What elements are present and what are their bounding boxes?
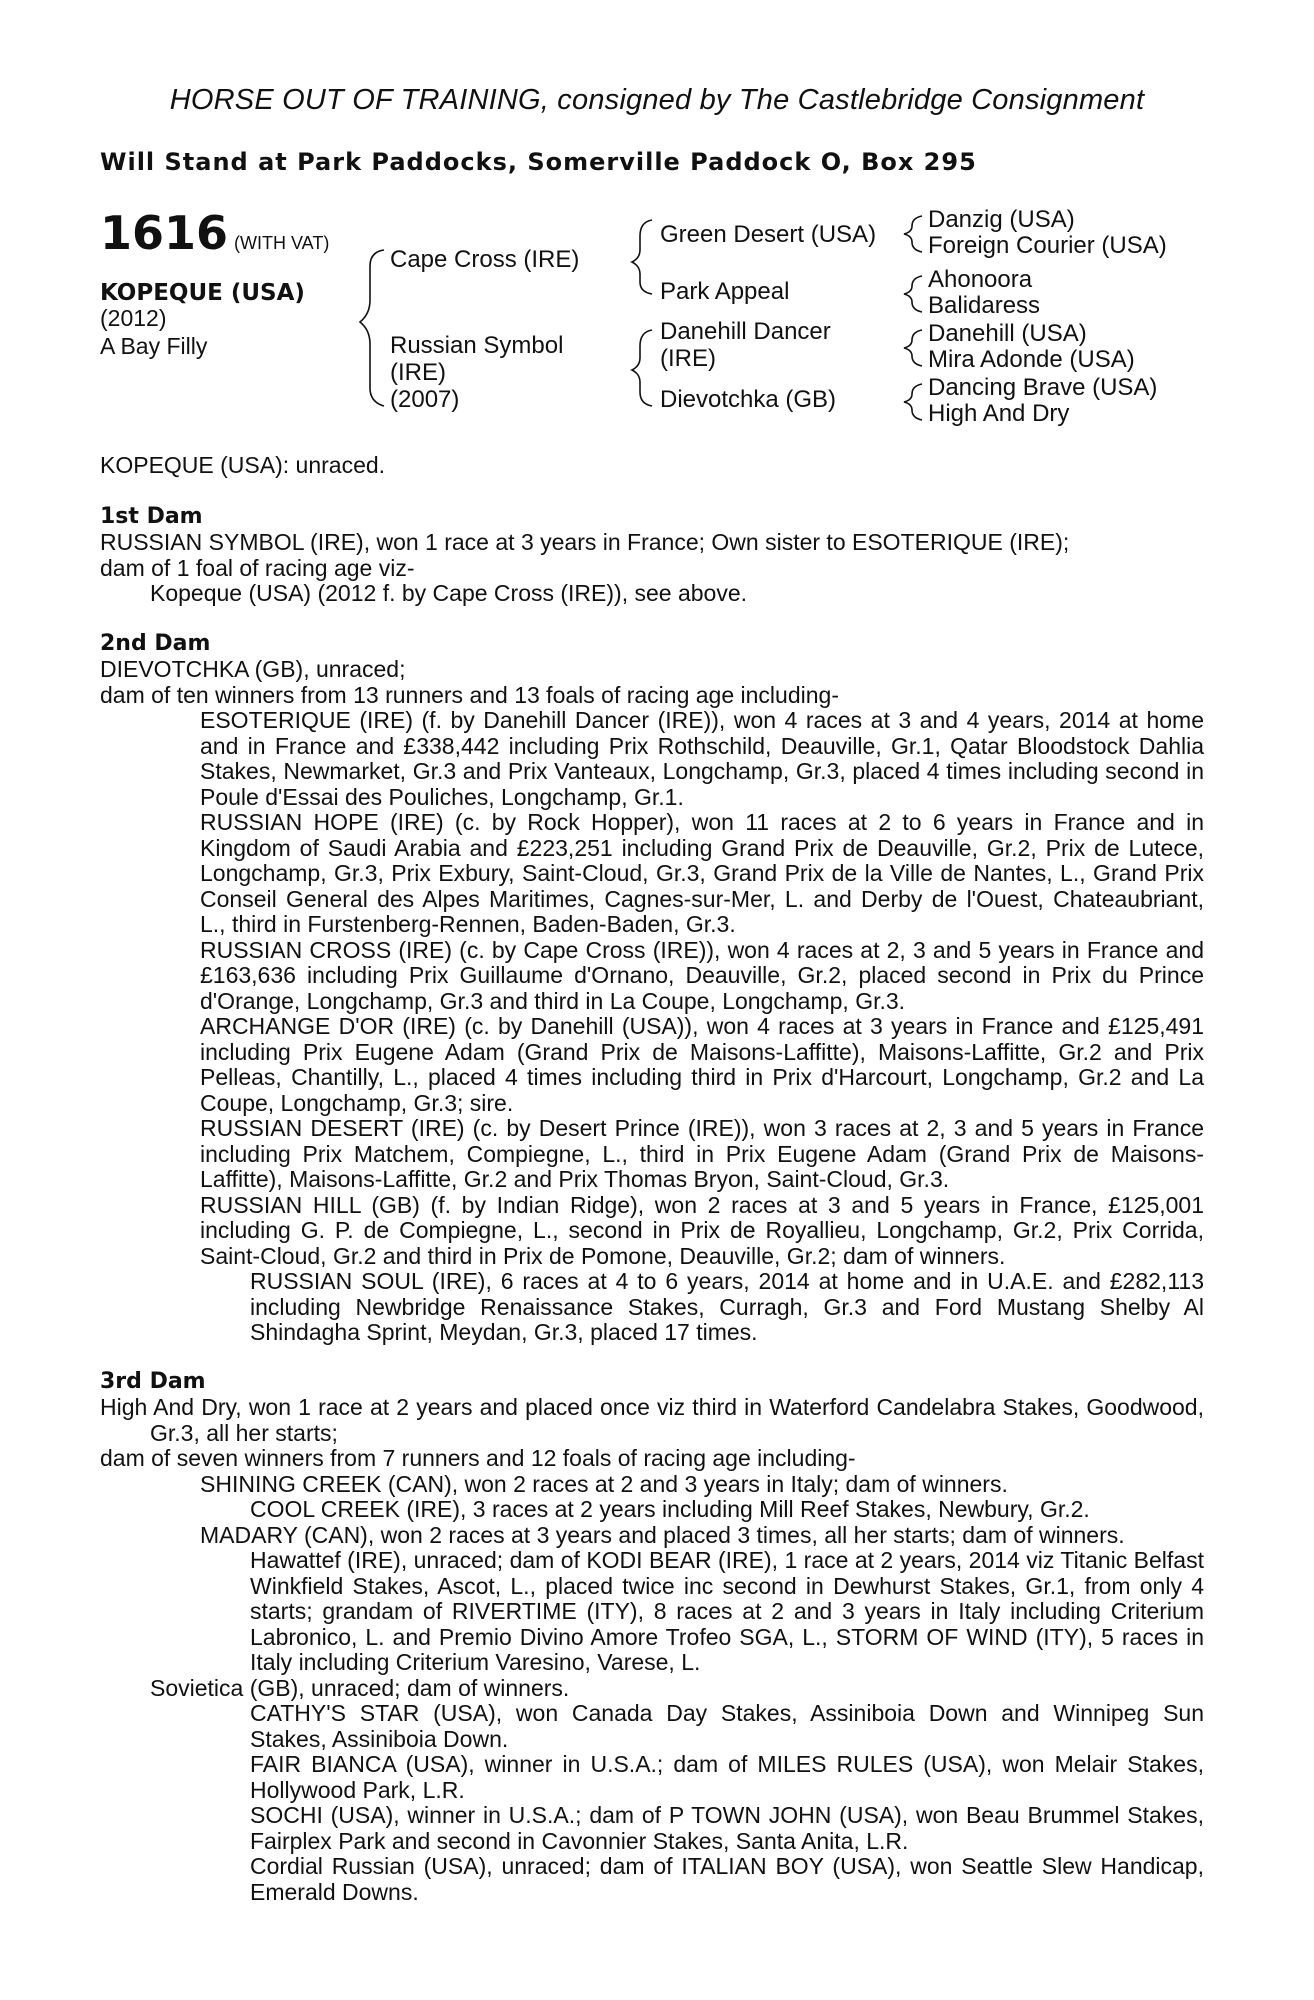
- pedigree-sire: Cape Cross (IRE): [390, 246, 580, 273]
- gen2-sire-bracket: [632, 220, 652, 294]
- gen1-bracket: [360, 250, 384, 406]
- gen2-dam-bracket: [632, 330, 652, 406]
- first-dam-line-text: RUSSIAN SYMBOL (IRE), won 1 race at 3 years in France; Own sister to ESOTERIQUE (IRE);: [100, 529, 1070, 555]
- third-dam-heading: 3rd Dam: [100, 1369, 206, 1394]
- second-dam-intro: DIEVOTCHKA (GB), unraced;: [100, 656, 406, 682]
- progeny-entry: RUSSIAN HOPE (IRE) (c. by Rock Hopper), won 11 races at 2 to 6 years in France and in Kingdom of Saudi Arabia and £223,251 including Grand Prix de Deauville, Gr.2, Prix de Lutece, Longchamp, Gr.3, Prix Exbury, Saint-Cloud, Gr.3, Grand Prix de la Ville de Nantes, L., Grand Prix Conseil General des Alpes Maritimes, Cagnes-sur-Mer, L. and Derby de l'Ouest, Chateaubriant, L., third in Furstenberg-Rennen, Baden-Baden, Gr.3.: [200, 809, 1204, 937]
- progeny-entry: RUSSIAN HILL (GB) (f. by Indian Ridge), won 2 races at 3 and 5 years in France, £125,001 including G. P. de Compiegne, L., second in Prix de Royallieu, Longchamp, Gr.2, Prix Corrida, Saint-Cloud, Gr.2 and third in Prix de Pomone, Deauville, Gr.2; dam of winners.: [200, 1191, 1204, 1269]
- third-dam-intro: dam of seven winners from 7 runners and 12 foals of racing age including-: [100, 1445, 856, 1471]
- progeny-entry: RUSSIAN DESERT (IRE) (c. by Desert Prince (IRE)), won 3 races at 2, 3 and 5 years in France including Prix Matchem, Compiegne, L., third in Prix Eugene Adam (Grand Prix de Maisons-Laffitte), Maisons-Laffitte, Gr.2 and Prix Thomas Bryon, Saint-Cloud, Gr.3.: [200, 1115, 1204, 1192]
- pedigree-dam-dam: Dievotchka (GB): [660, 386, 837, 413]
- pedigree-sire-dam: Park Appeal: [660, 278, 790, 305]
- second-dam-section: [100, 657, 1204, 1346]
- gen3-bracket-1: [904, 216, 922, 252]
- pedigree-sire-sire: Green Desert (USA): [660, 221, 877, 248]
- grand-progeny-entry: COOL CREEK (IRE), 3 races at 2 years including Mill Reef Stakes, Newbury, Gr.2.: [250, 1496, 1090, 1522]
- horse-description: A Bay Filly: [100, 333, 208, 359]
- second-dam-intro: dam of ten winners from 13 runners and 13 foals of racing age including-: [100, 681, 839, 708]
- grand-progeny-entry: SOCHI (USA), winner in U.S.A.; dam of P TOWN JOHN (USA), won Beau Brummel Stakes, Fairplex Park and second in Cavonnier Stakes, Santa Anita, L.R.: [250, 1802, 1204, 1854]
- progeny-entry: ARCHANGE D'OR (IRE) (c. by Danehill (USA)), won 4 races at 3 years in France and £125,491 including Prix Eugene Adam (Grand Prix de Maisons-Laffitte), Maisons-Laffitte, Gr.2 and Prix Pelleas, Chantilly, L., placed 4 times including third in Prix d'Harcourt, Longchamp, Gr.2 and La Coupe, Longchamp, Gr.3; sire.: [200, 1013, 1204, 1116]
- pedigree-ddd: High And Dry: [928, 400, 1070, 427]
- grand-progeny-entry: RUSSIAN SOUL (IRE), 6 races at 4 to 6 years, 2014 at home and in U.A.E. and £282,113 including Newbridge Renaissance Stakes, Curragh, Gr.3 and Ford Mustang Shelby Al Shindagha Sprint, Meydan, Gr.3, placed 17 times.: [250, 1268, 1204, 1345]
- third-dam-section: [100, 1395, 1204, 1905]
- grand-progeny-entry: CATHY'S STAR (USA), won Canada Day Stakes, Assiniboia Down and Winnipeg Sun Stakes, Assiniboia Down.: [250, 1700, 1204, 1752]
- progeny-entry: RUSSIAN CROSS (IRE) (c. by Cape Cross (IRE)), won 4 races at 2, 3 and 5 years in France and £163,636 including Prix Guillaume d'Ornano, Deauville, Gr.2, placed second in Prix du Prince d'Orange, Longchamp, Gr.3 and third in La Coupe, Longchamp, Gr.3.: [200, 936, 1204, 1014]
- pedigree-sss: Danzig (USA): [928, 206, 1075, 233]
- pedigree-dds: Dancing Brave (USA): [928, 374, 1158, 401]
- first-dam-foal: Kopeque (USA) (2012 f. by Cape Cross (IRE)), see above.: [150, 580, 748, 606]
- pedigree-dam-sire-line1: Danehill Dancer: [660, 318, 831, 345]
- gen3-bracket-2: [904, 276, 922, 312]
- pedigree-dam-sire-line2: (IRE): [660, 345, 716, 372]
- pedigree-dss: Danehill (USA): [928, 320, 1087, 347]
- pedigree-dam-line2: (IRE): [390, 359, 446, 386]
- pedigree-dam-line1: Russian Symbol: [390, 332, 564, 359]
- grand-progeny-entry: FAIR BIANCA (USA), winner in U.S.A.; dam of MILES RULES (USA), won Melair Stakes, Hollywood Park, L.R.: [250, 1751, 1204, 1803]
- race-record: KOPEQUE (USA): unraced.: [100, 452, 386, 478]
- vat-note: (WITH VAT): [234, 233, 330, 253]
- first-dam-section: [100, 530, 1204, 607]
- first-dam-heading: 1st Dam: [100, 504, 203, 529]
- progeny-entry: Sovietica (GB), unraced; dam of winners.: [150, 1674, 570, 1701]
- pedigree-sds: Ahonoora: [928, 266, 1033, 293]
- pedigree-sdd: Balidaress: [928, 292, 1041, 319]
- pedigree-dsd: Mira Adonde (USA): [928, 346, 1135, 373]
- grand-progeny-entry: Hawattef (IRE), unraced; dam of KODI BEAR (IRE), 1 race at 2 years, 2014 viz Titanic Belfast Winkfield Stakes, Ascot, L., placed twice inc second in Dewhurst Stakes, Gr.1, from only 4 starts; grandam of RIVERTIME (ITY), 8 races at 2 and 3 years in Italy including Criterium Labronico, L. and Premio Divino Amore Trofeo SGA, L., STORM OF WIND (ITY), 5 races in Italy including Criterium Varesino, Varese, L.: [250, 1547, 1204, 1675]
- second-dam-heading: 2nd Dam: [100, 631, 211, 656]
- pedigree-ssd: Foreign Courier (USA): [928, 232, 1167, 259]
- progeny-entry: MADARY (CAN), won 2 races at 3 years and placed 3 times, all her starts; dam of winners.: [200, 1521, 1125, 1548]
- pedigree-dam-line3: (2007): [390, 386, 460, 413]
- horse-year: (2012): [100, 305, 167, 331]
- progeny-entry: SHINING CREEK (CAN), won 2 races at 2 and 3 years in Italy; dam of winners.: [200, 1470, 1008, 1497]
- third-dam-intro: High And Dry, won 1 race at 2 years and placed once viz third in Waterford Candelabra Stakes, Goodwood, Gr.3, all her starts;: [100, 1394, 1204, 1446]
- progeny-entry: ESOTERIQUE (IRE) (f. by Danehill Dancer (IRE)), won 4 races at 3 and 4 years, 2014 at home and in France and £338,442 including Prix Rothschild, Deauville, Gr.1, Qatar Bloodstock Dahlia Stakes, Newmarket, Gr.3 and Prix Vanteaux, Longchamp, Gr.3, placed 4 times including second in Poule d'Essai des Pouliches, Longchamp, Gr.1.: [200, 707, 1204, 810]
- gen3-bracket-3: [904, 330, 922, 366]
- grand-progeny-entry: Cordial Russian (USA), unraced; dam of ITALIAN BOY (USA), won Seattle Slew Handicap, Emerald Downs.: [250, 1853, 1204, 1905]
- stand-location: Will Stand at Park Paddocks, Somerville Paddock O, Box 295: [100, 148, 977, 176]
- first-dam-line: dam of 1 foal of racing age viz-: [100, 554, 415, 581]
- gen3-bracket-4: [904, 384, 922, 420]
- consignment-header: HORSE OUT OF TRAINING, consigned by The Castlebridge Consignment: [169, 84, 1145, 116]
- horse-name: KOPEQUE (USA): [100, 280, 305, 306]
- lot-number: 1616: [100, 206, 229, 260]
- first-dam-line: [100, 530, 1204, 556]
